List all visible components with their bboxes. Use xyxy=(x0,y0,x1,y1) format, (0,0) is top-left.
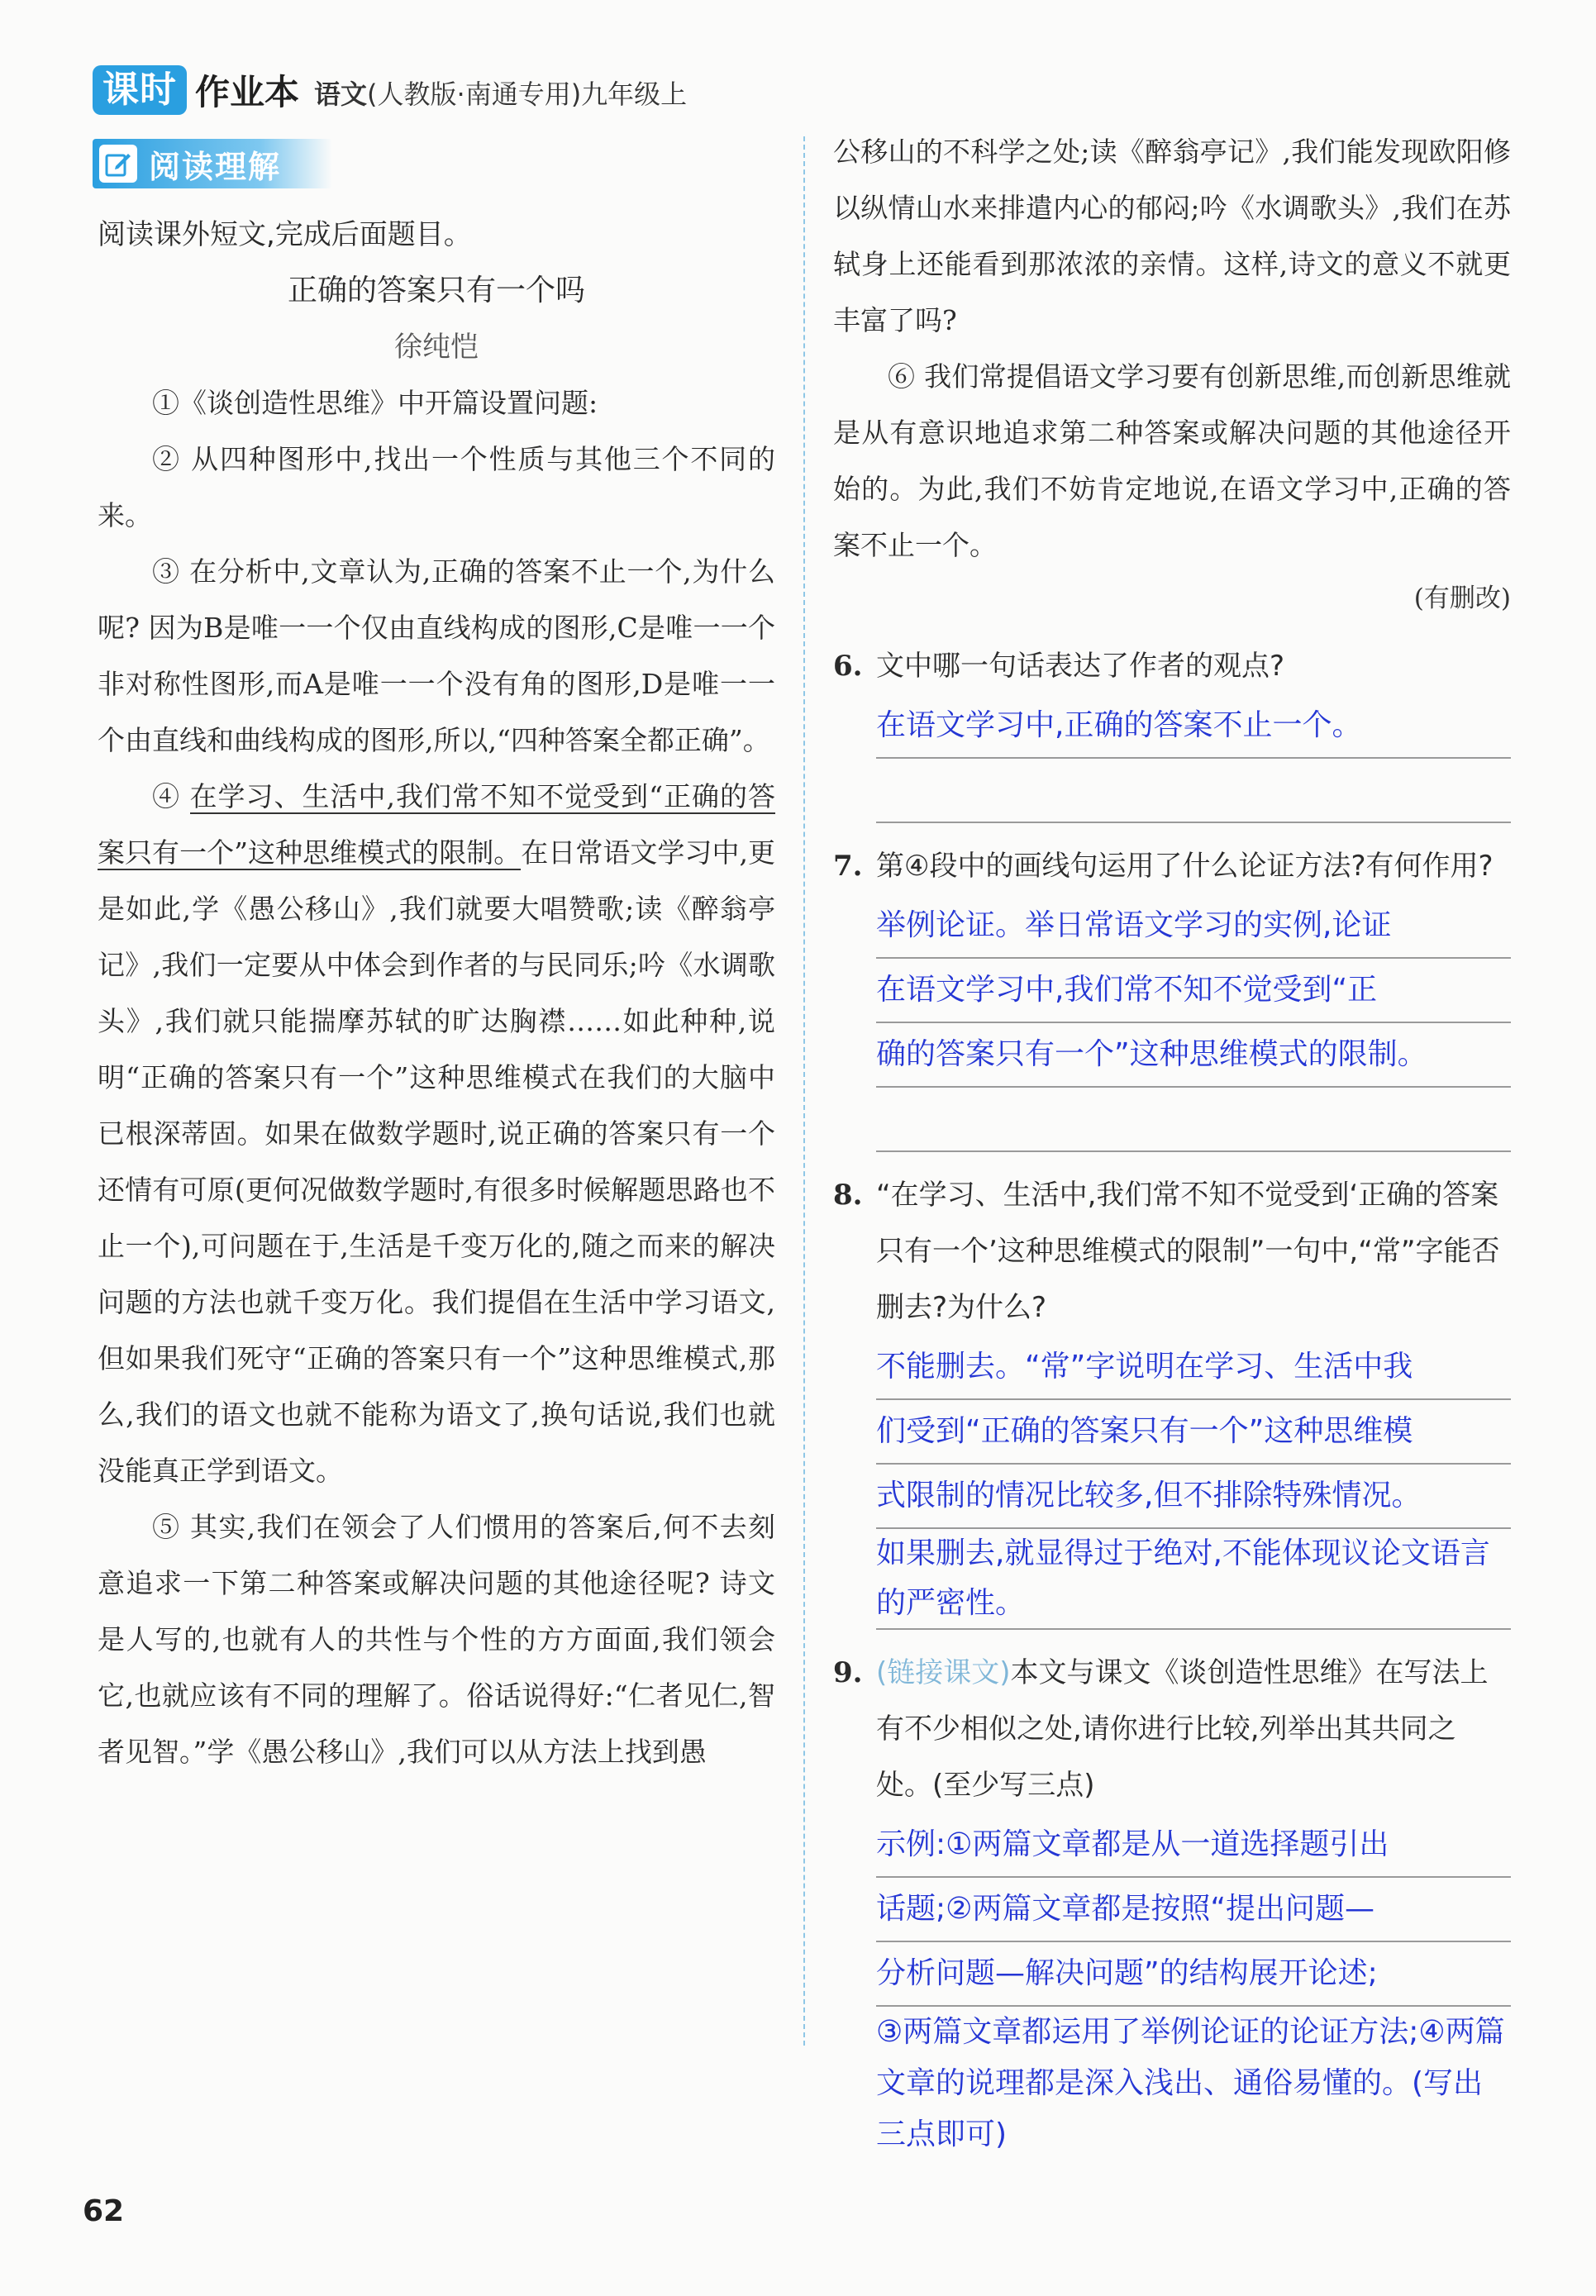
article-column xyxy=(98,207,775,1780)
link-tag: (链接课文) xyxy=(876,1656,1011,1689)
header-brand xyxy=(93,64,687,116)
paragraph-2: ② 从四种图形中,找出一个性质与其他三个不同的来。 xyxy=(98,443,775,531)
answer-line[interactable]: 确的答案只有一个”这种思维模式的限制。 xyxy=(876,1023,1511,1088)
question-text: 文中哪一句话表达了作者的观点? xyxy=(876,650,1285,683)
answer-line[interactable]: 在语文学习中,正确的答案不止一个。 xyxy=(876,694,1511,759)
question-number: 7. xyxy=(833,850,863,883)
answer-line[interactable]: 不能删去。“常”字说明在学习、生活中我 xyxy=(876,1336,1511,1400)
question-8 xyxy=(833,1167,1511,1630)
question-number: 8. xyxy=(833,1179,863,1212)
paragraph-4 xyxy=(98,769,775,1499)
answer-line[interactable] xyxy=(876,759,1511,823)
answer-line[interactable]: ③两篇文章都运用了举例论证的论证方法;④两篇文章的说理都是深入浅出、通俗易懂的。(写出三点即可) xyxy=(876,2015,1505,2151)
article-title: 正确的答案只有一个吗 xyxy=(287,274,585,307)
underlined-sentence: 在学习、生活中,我们常不知不觉受到“正确的答案只有一个”这种思维模式的限制。 xyxy=(98,780,775,869)
page-number: 62 xyxy=(83,2194,125,2228)
subject-label: 语文 xyxy=(314,79,368,110)
answer-line[interactable]: 们受到“正确的答案只有一个”这种思维模 xyxy=(876,1400,1511,1465)
paragraph-3: ③ 在分析中,文章认为,正确的答案不止一个,为什么呢? 因为B是唯一一个仅由直线构成的图形,C是唯一一个非对称性图形,而A是唯一一个没有角的图形,D是唯一一个由直线和曲线构成的图形,所以,“四种答案全都正确”。 xyxy=(98,555,775,756)
paragraph-4-number: ④ xyxy=(152,780,190,812)
paragraph-6: ⑥ 我们常提倡语文学习要有创新思维,而创新思维就是从有意识地追求第二种答案或解决问题的其他途径开始的。为此,我们不妨肯定地说,在语文学习中,正确的答案不止一个。 xyxy=(833,360,1511,561)
book-subtitle xyxy=(314,74,687,112)
article-author: 徐纯恺 xyxy=(394,331,479,364)
paragraph-5: ⑤ 其实,我们在领会了人们惯用的答案后,何不去刻意追求一下第二种答案或解决问题的其他途径呢? 诗文是人写的,也就有人的共性与个性的方方面面,我们领会它,也就应该有不同的理解了。俗话说得好:“仁者见仁,智者见智。”学《愚公移山》,我们可以从方法上找到愚 xyxy=(98,1511,775,1768)
section-header xyxy=(93,139,332,188)
question-7 xyxy=(833,838,1511,1152)
answer-line[interactable]: 举例论证。举日常语文学习的实例,论证 xyxy=(876,894,1511,959)
answer-line[interactable]: 式限制的情况比较多,但不排除特殊情况。 xyxy=(876,1465,1511,1529)
question-body: 本文与课文《谈创造性思维》在写法上有不少相似之处,请你进行比较,列举出其共同之处。(至少写三点) xyxy=(876,1656,1489,1802)
question-text xyxy=(876,1645,1511,1813)
question-number: 9. xyxy=(833,1656,863,1689)
question-text: 第④段中的画线句运用了什么论证方法?有何作用? xyxy=(876,850,1494,883)
reading-instruction: 阅读课外短文,完成后面题目。 xyxy=(98,218,472,251)
answer-line[interactable]: 如果删去,就显得过于绝对,不能体现议论文语言的严密性。 xyxy=(876,1529,1511,1630)
brand-badge: 课时 xyxy=(93,65,187,115)
questions-column xyxy=(833,124,1511,2160)
section-title: 阅读理解 xyxy=(149,148,282,185)
paragraph-5-continued: 公移山的不科学之处;读《醉翁亭记》,我们能发现欧阳修以纵情山水来排遣内心的郁闷;吟《水调歌头》,我们在苏轼身上还能看到那浓浓的亲情。这样,诗文的意义不就更丰富了吗? xyxy=(833,136,1511,336)
question-number: 6. xyxy=(833,650,863,683)
question-text: “在学习、生活中,我们常不知不觉受到‘正确的答案只有一个’这种思维模式的限制”一句中,“常”字能否删去?为什么? xyxy=(876,1179,1500,1324)
answer-line[interactable]: 话题;②两篇文章都是按照“提出问题— xyxy=(876,1878,1511,1942)
answer-line[interactable]: 示例:①两篇文章都是从一道选择题引出 xyxy=(876,1813,1511,1878)
answer-line[interactable] xyxy=(876,1088,1511,1152)
question-6 xyxy=(833,638,1511,823)
edition-label: (人教版·南通专用)九年级上 xyxy=(367,79,688,110)
column-divider xyxy=(803,136,805,2046)
answer-line[interactable]: 在语文学习中,我们常不知不觉受到“正 xyxy=(876,959,1511,1023)
paragraph-4-rest: 在日常语文学习中,更是如此,学《愚公移山》,我们就要大唱赞歌;读《醉翁亭记》,我们一定要从中体会到作者的与民同乐;吟《水调歌头》,我们就只能揣摩苏轼的旷达胸襟……如此种种,说明“正确的答案只有一个”这种思维模式在我们的大脑中已根深蒂固。如果在做数学题时,说正确的答案只有一个还情有可原(更何况做数学题时,有很多时候解题思路也不止一个),可问题在于,生活是千变万化的,随之而来的解决问题的方法也就千变万化。我们提倡在生活中学习语文,但如果我们死守“正确的答案只有一个”这种思维模式,那么,我们的语文也就不能称为语文了,换句话说,我们也就没能真正学到语文。 xyxy=(98,836,775,1487)
answer-line[interactable]: 分析问题—解决问题”的结构展开论述; xyxy=(876,1942,1511,2007)
question-9 xyxy=(833,1645,1511,2160)
source-note: (有删改) xyxy=(1413,584,1511,613)
brand-name: 作业本 xyxy=(195,72,300,112)
paragraph-1: ①《谈创造性思维》中开篇设置问题: xyxy=(152,387,598,419)
pencil-edit-icon xyxy=(99,145,137,183)
